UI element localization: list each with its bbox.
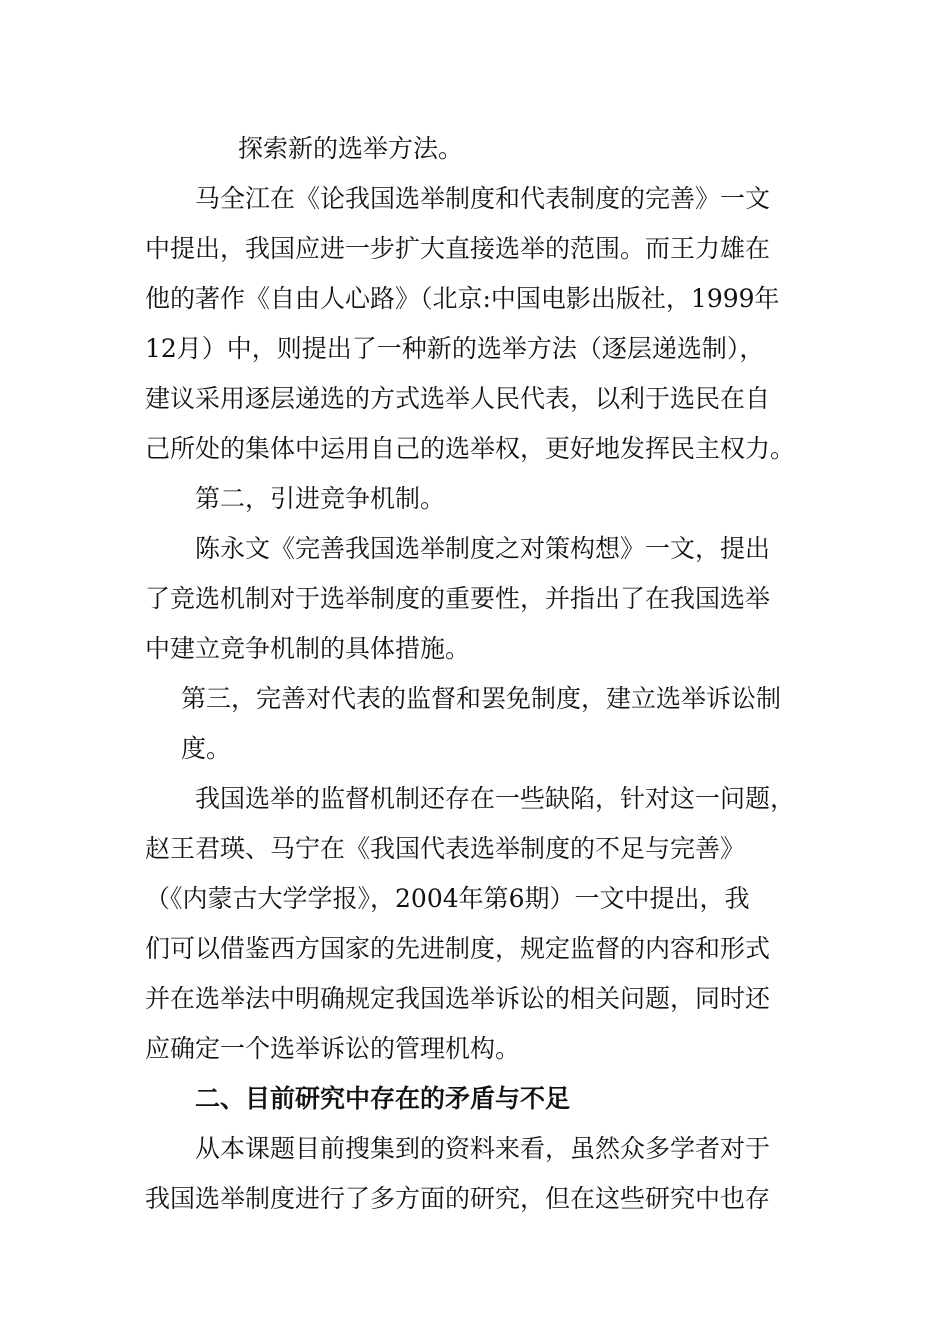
text-line: 并在选举法中明确规定我国选举诉讼的相关问题，同时还	[145, 984, 771, 1013]
text-line: 马全江在《论我国选举制度和代表制度的完善》一文	[195, 184, 771, 213]
text-line: 中提出，我国应进一步扩大直接选举的范围。而王力雄在	[145, 234, 771, 263]
text-line: 们可以借鉴西方国家的先进制度，规定监督的内容和形式	[145, 934, 771, 963]
text-line: 赵王君瑛、马宁在《我国代表选举制度的不足与完善》	[145, 834, 746, 863]
text-line: 他的著作《自由人心路》（北京:中国电影出版社，1999年	[145, 284, 780, 313]
text-line: 己所处的集体中运用自己的选举权，更好地发挥民主权力。	[145, 434, 796, 463]
text-line: 探索新的选举方法。	[238, 134, 464, 163]
text-line: 建议采用逐层递选的方式选举人民代表，以利于选民在自	[145, 384, 771, 413]
text-line: 12月）中，则提出了一种新的选举方法（逐层递选制），	[145, 334, 765, 363]
text-line: 第二，引进竞争机制。	[195, 484, 446, 513]
text-line: 应确定一个选举诉讼的管理机构。	[145, 1034, 521, 1063]
text-line: 陈永文《完善我国选举制度之对策构想》一文，提出	[195, 534, 771, 563]
text-line: 中建立竞争机制的具体措施。	[145, 634, 471, 663]
text-line: 第三，完善对代表的监督和罢免制度，建立选举诉讼制	[181, 684, 782, 713]
text-line: 我国选举制度进行了多方面的研究，但在这些研究中也存	[145, 1184, 771, 1213]
text-line: （《内蒙古大学学报》，2004年第6期）一文中提出，我	[145, 884, 750, 913]
text-line: 了竞选机制对于选举制度的重要性，并指出了在我国选举	[145, 584, 771, 613]
section-heading: 二、目前研究中存在的矛盾与不足	[195, 1084, 571, 1113]
text-line: 从本课题目前搜集到的资料来看，虽然众多学者对于	[195, 1134, 771, 1163]
text-line: 度。	[181, 734, 232, 763]
text-line: 我国选举的监督机制还存在一些缺陷，针对这一问题，	[195, 784, 796, 813]
